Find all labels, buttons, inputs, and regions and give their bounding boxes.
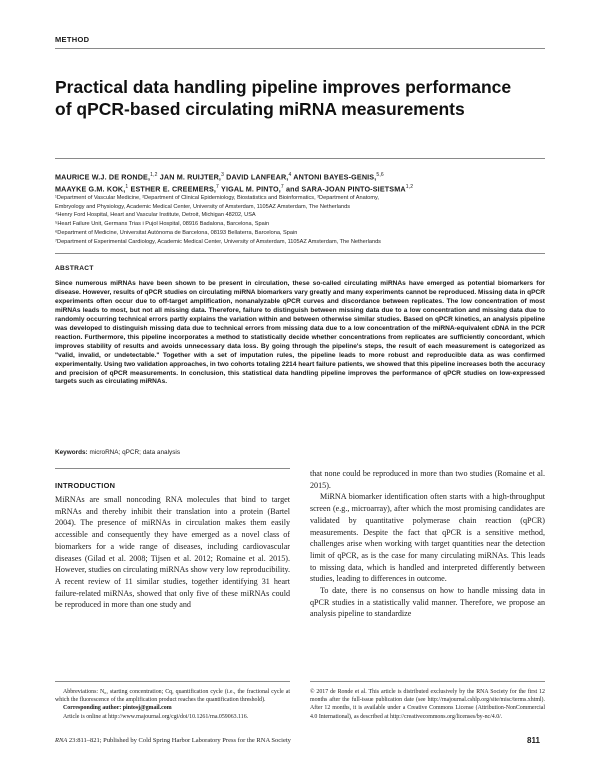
keywords-value: microRNA; qPCR; data analysis [87, 449, 181, 456]
body-paragraph: that none could be reproduced in more than two studies (Romaine et al. 2015). [310, 469, 545, 490]
author-name: and SARA-JOAN PINTO-SIETSMA [286, 184, 406, 194]
body-paragraph: MiRNA biomarker identification often starts with a high-throughput screen (e.g., microarray), after which the most promising candidates are validated by quantitative polymerase chain reaction (qPCR) measurements. Despite the fact that qPCR is a sensitive method, challenges arise when working with target quantities near the detection limit of qPCR, as is the case for many circulating miRNAs. This leads to missing data, which is handled and interpreted differently between studies, leading to differences in outcome. [310, 492, 545, 584]
author-name: JAN M. RUIJTER, [159, 172, 222, 182]
author-name: MAURICE W.J. DE RONDE, [55, 172, 151, 182]
author-name: DAVID LANFEAR, [226, 172, 289, 182]
author-name: ESTHER E. CREEMERS, [130, 184, 217, 194]
affiliation-line: ⁴Henry Ford Hospital, Heart and Vascular Institute, Detroit, Michigan 48202, USA [55, 212, 256, 219]
footnote-rule [55, 681, 290, 682]
affiliation-line: ⁷Department of Experimental Cardiology, Academic Medical Center, University of Amsterdam, 1105AZ Amsterdam, The Netherlands [55, 238, 381, 245]
abstract-heading: ABSTRACT [55, 265, 94, 272]
author-affiliation-mark: 1,2 [150, 172, 158, 178]
affiliation-line: ⁶Department of Medicine, Universitat Autònoma de Barcelona, 08193 Bellaterra, Barcelona, Spain [55, 229, 298, 236]
affiliation-line: ⁵Heart Failure Unit, Germans Trias i Pujol Hospital, 08916 Badalona, Barcelona, Spain [55, 221, 270, 228]
author-name: YIGAL M. PINTO, [221, 184, 281, 194]
header-rule [55, 48, 545, 49]
abstract-rule [55, 253, 545, 254]
author-list [55, 170, 545, 195]
page-footer [55, 737, 291, 744]
affiliation-list [55, 194, 545, 246]
journal-name: RNA [55, 737, 68, 744]
author-affiliation-mark: 7 [216, 184, 219, 191]
author-affiliation-mark: 1,2 [405, 184, 414, 191]
footer-citation: 23:811–821; Published by Cold Spring Harbor Laboratory Press for the RNA Society [67, 737, 291, 744]
body-paragraph: To date, there is no consensus on how to handle missing data in qPCR studies in a statistically valid manner. Therefore, we propose an analysis pipeline to standardize [310, 586, 545, 619]
affiliation-line: Embryology and Physiology, Academic Medical Center, University of Amsterdam, 1105AZ Amsterdam, The Netherlands [55, 203, 351, 210]
introduction-heading: INTRODUCTION [55, 481, 116, 490]
title-rule [55, 158, 545, 159]
intro-rule [55, 468, 290, 469]
author-name: ANTONI BAYES-GENIS, [293, 172, 377, 182]
keywords [55, 449, 180, 456]
right-column [310, 468, 545, 620]
license-rule [310, 681, 545, 682]
author-affiliation-mark: 5,6 [376, 172, 384, 178]
abstract-text: Since numerous miRNAs have been shown to be present in circulation, these so-called circulating miRNAs have emerged as potential biomarkers for disease. However, results of qPCR studies on circulating miRNA biomarkers vary greatly and many experiments cannot be reproduced. Missing data in qPCR experiments often occur due to off-target amplification, nonanalyzable qPCR curves and discordance between replicates. The low concentration of most miRNAs leads to most, but not all missing data. Therefore, failure to distinguish between missing data due to a low concentration and missing data due to randomly occurring technical errors partly explains the variation within and between otherwise similar studies. Based on qPCR kinetics, an analysis pipeline was developed to distinguish missing data due to technical errors from missing data due to a low concentration of the miRNA-equivalent cDNA in the PCR reaction. Furthermore, this pipeline incorporates a method to statistically decide whether concentrations from replicates are sufficiently concordant, which improves stability of results and avoids unnecessary data loss. By going through the pipeline's steps, the result of each measurement is categorized as "valid, invalid, or undetectable." Together with a set of imputation rules, the pipeline leads to more robust and reproducible data as was confirmed experimentally. Using two validation approaches, in two cohorts totaling 2214 heart failure patients, we showed that this pipeline increases both the accuracy and precision of qPCR measurements. In conclusion, this statistical data handling pipeline improves the performance of qPCR studies on low-expressed targets such as circulating miRNAs. [55, 280, 545, 386]
corresponding-author: Corresponding author: pintosj@gmail.com [63, 705, 172, 712]
author-affiliation-mark: 4 [288, 172, 292, 178]
license-text: © 2017 de Ronde et al. This article is distributed exclusively by the RNA Society for the first 12 months after the full-issue publication date (see http://rnajournal.cshlp.org/site/misc/terms.xhtml). After 12 months, it is available under a Creative Commons License (Attribution-NonCommercial 4.0 International), as described at http://creativecommons.org/licenses/by-nc/4.0/. [310, 689, 545, 720]
abbreviations-note: Abbreviations: N₀, starting concentration; Cq, quantification cycle (i.e., the fractional cycle at which the fluorescence of the amplification product reaches the quantification threshold). [55, 689, 290, 704]
footnotes [55, 688, 290, 721]
author-affiliation-mark: 7 [280, 184, 284, 191]
article-online-note: Article is online at http://www.rnajournal.org/cgi/doi/10.1261/rna.059063.116. [63, 713, 249, 720]
section-label: METHOD [55, 35, 90, 44]
article-title: Practical data handling pipeline improves performance of qPCR-based circulating miRNA measurements [55, 77, 512, 119]
author-affiliation-mark: 1 [125, 184, 129, 191]
body-paragraph: MiRNAs are small noncoding RNA molecules that bind to target mRNAs and thereby inhibit their translation into a protein (Bartel 2004). The presence of miRNAs in circulation makes them easily accessible and consequently they have emerged as a novel class of biomarkers for a wide range of diseases, including cardiovascular diseases (Gilad et al. 2008; Tijsen et al. 2012; Romaine et al. 2015). However, studies on circulating miRNAs show very low reproducibility. A recent review of 11 similar studies, together identifying 31 heart failure-related miRNAs, showed that only five of these miRNAs could be reproduced in more than one study and [55, 495, 290, 610]
left-column [55, 494, 290, 611]
page-number: 811 [527, 736, 540, 745]
keywords-label: Keywords: [55, 449, 88, 456]
author-affiliation-mark: 3 [221, 172, 225, 178]
author-name: MAAYKE G.M. KOK, [55, 184, 126, 194]
affiliation-line: ¹Department of Vascular Medicine, ²Department of Clinical Epidemiology, Biostatistics and Bioinformatics, ³Department of Anatomy, [55, 195, 379, 201]
